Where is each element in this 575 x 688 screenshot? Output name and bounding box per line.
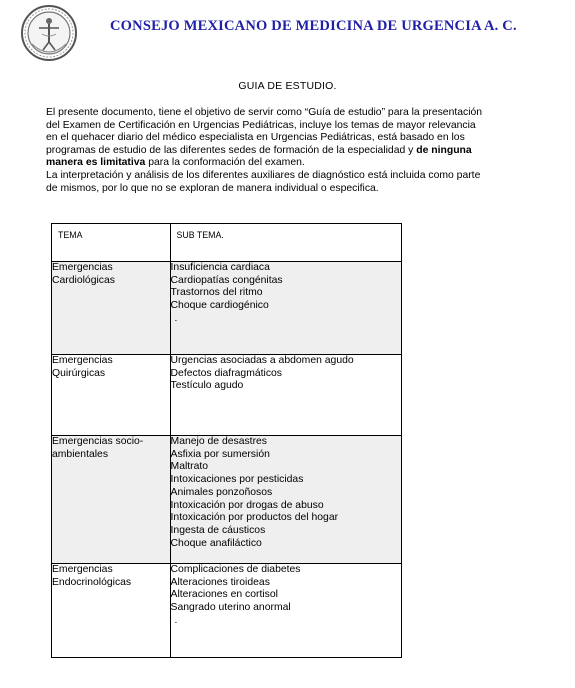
tema-line: ambientales (52, 448, 109, 460)
intro-bold-text: de ninguna (416, 144, 472, 156)
table-row (52, 355, 402, 436)
subtema-item: Trastornos del ritmo (170, 287, 263, 299)
seal-graphic (20, 4, 78, 62)
intro-line: en el quehacer diario del médico especialista en Urgencias Pediátricas, está basado en los (46, 132, 465, 144)
tema-line: Emergencias (52, 262, 113, 273)
subtema-item: Maltrato (170, 461, 209, 473)
subtema-cell (170, 564, 401, 658)
intro-line (46, 145, 546, 158)
intro-line: La interpretación y análisis de los diferentes auxiliares de diagnóstico está incluida como parte (46, 169, 481, 181)
subtema-item: Sangrado uterino anormal (170, 602, 291, 614)
tema-line: Endocrinológicas (52, 576, 132, 588)
tema-line: Emergencias socio- (52, 436, 144, 447)
document-title: GUIA DE ESTUDIO. (238, 80, 337, 92)
trailing-mark: . (174, 614, 178, 626)
subtema-item: Urgencias asociadas a abdomen agudo (170, 355, 354, 366)
trailing-mark: . (174, 312, 178, 324)
intro-line: del Examen de Certificación en Urgencias Pediátricas, incluye los temas de mayor relevancia (46, 119, 476, 131)
subtema-cell (170, 262, 401, 355)
tema-line: Emergencias (52, 355, 113, 366)
tema-cell (52, 436, 171, 564)
intro-line: El presente documento, tiene el objetivo de servir como “Guía de estudio” para la presentación (46, 107, 483, 118)
column-header-tema: TEMA (52, 224, 171, 262)
subtema-item: Alteraciones tiroideas (170, 576, 270, 588)
subtema-item: Intoxicaciones por pesticidas (170, 474, 304, 486)
subtema-item: Ingesta de cáusticos (170, 524, 266, 536)
subtema-item: Intoxicación por productos del hogar (170, 512, 339, 524)
tema-cell (52, 355, 171, 436)
study-topics-table (51, 223, 402, 658)
subtema-cell (170, 436, 401, 564)
column-header-subtema: SUB TEMA. (170, 224, 401, 262)
tema-line: Cardiológicas (52, 274, 115, 286)
subtema-item: Cardiopatías congénitas (170, 274, 283, 286)
tema-cell (52, 262, 171, 355)
subtema-item: Choque anafiláctico (170, 537, 262, 549)
subtema-item: Complicaciones de diabetes (170, 564, 301, 575)
medical-seal-icon (20, 4, 78, 62)
tema-cell (52, 564, 171, 658)
intro-bold-text: manera es limitativa (46, 157, 146, 169)
subtema-item: Defectos diafragmáticos (170, 367, 283, 379)
subtema-item: Alteraciones en cortisol (170, 589, 278, 601)
subtema-item: Manejo de desastres (170, 436, 268, 447)
intro-line-text: programas de estudio de las diferentes sedes de formación de la especialidad y (46, 144, 414, 156)
organization-title: CONSEJO MEXICANO DE MEDICINA DE URGENCIA A. C. (110, 18, 517, 34)
subtema-cell (170, 355, 401, 436)
table-header-row (52, 224, 402, 262)
tema-line: Emergencias (52, 564, 113, 575)
table-row (52, 262, 402, 355)
table-row (52, 436, 402, 564)
intro-line (46, 157, 546, 170)
intro-line: de mismos, por lo que no se exploran de manera individual o especifica. (46, 182, 379, 194)
subtema-item: Asfixia por sumersión (170, 448, 270, 460)
intro-line-text: para la conformación del examen. (148, 157, 305, 169)
subtema-item: Choque cardiogénico (170, 300, 269, 312)
table-row (52, 564, 402, 658)
tema-line: Quirúrgicas (52, 367, 106, 379)
subtema-item: Animales ponzoñosos (170, 486, 273, 498)
subtema-item: Insuficiencia cardiaca (170, 262, 270, 273)
subtema-item: Intoxicación por drogas de abuso (170, 499, 324, 511)
intro-paragraph (46, 107, 546, 195)
subtema-item: Testículo agudo (170, 380, 244, 392)
